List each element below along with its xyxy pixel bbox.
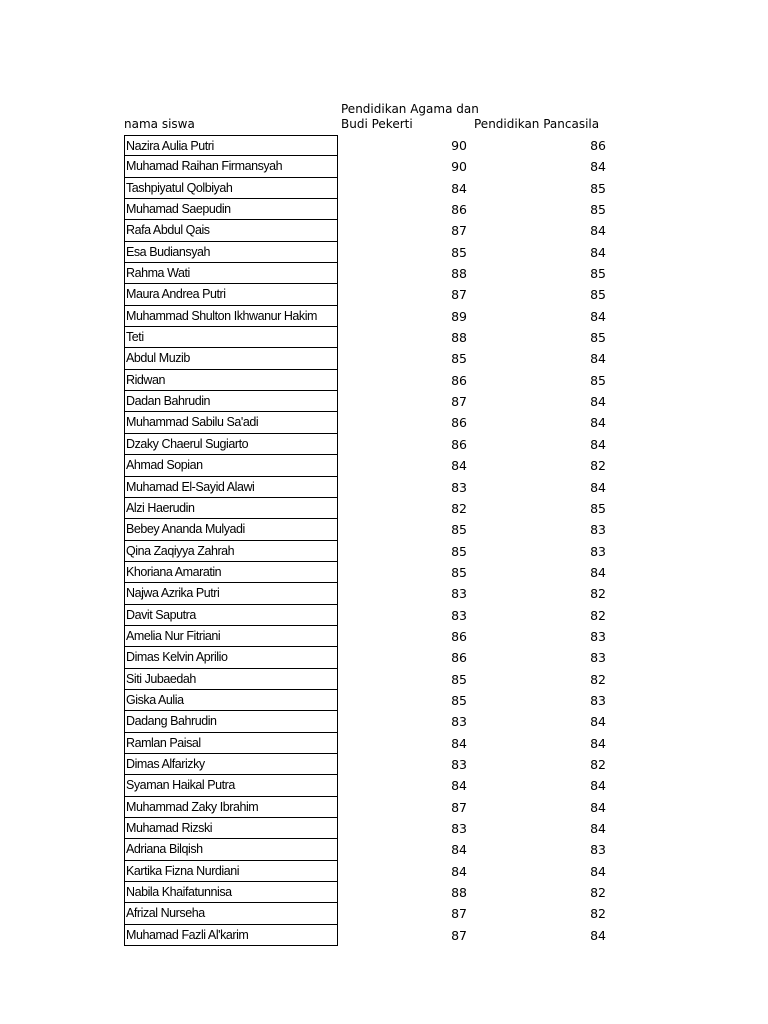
- agama-score-cell[interactable]: 86: [451, 436, 467, 452]
- table-row: [124, 220, 624, 241]
- agama-score-cell[interactable]: 85: [451, 671, 467, 687]
- table-row: [124, 626, 624, 647]
- table-row: [124, 242, 624, 263]
- agama-score-cell[interactable]: 83: [451, 714, 467, 730]
- agama-score-cell[interactable]: 90: [451, 138, 467, 153]
- pancasila-score-cell[interactable]: 85: [590, 266, 606, 282]
- pancasila-score-cell[interactable]: 84: [590, 351, 606, 367]
- student-name-cell[interactable]: Khoriana Amaratin: [124, 562, 338, 583]
- pancasila-score-cell[interactable]: 84: [590, 479, 606, 495]
- student-name-cell[interactable]: Muhammad Zaky Ibrahim: [124, 797, 338, 818]
- pancasila-score-cell[interactable]: 85: [590, 287, 606, 303]
- agama-score-cell[interactable]: 88: [451, 885, 467, 901]
- student-name-cell[interactable]: Muhamad Rizski: [124, 818, 338, 839]
- pancasila-score-cell[interactable]: 82: [590, 458, 606, 474]
- table-row: [124, 711, 624, 732]
- agama-score-cell[interactable]: 83: [451, 821, 467, 836]
- student-name-cell[interactable]: Dimas Alfarizky: [124, 754, 338, 775]
- agama-score-cell[interactable]: 88: [451, 266, 467, 282]
- table-row: [124, 818, 624, 839]
- pancasila-score-cell[interactable]: 84: [590, 821, 606, 836]
- table-row: [124, 882, 624, 903]
- student-name-cell[interactable]: Najwa Azrika Putri: [124, 583, 338, 604]
- student-name-cell[interactable]: Amelia Nur Fitriani: [124, 626, 338, 647]
- table-row: [124, 284, 624, 305]
- table-row: [124, 861, 624, 882]
- table-row: [124, 775, 624, 796]
- table-row: [124, 925, 624, 946]
- header-pendidikan-pancasila: Pendidikan Pancasila: [474, 117, 600, 131]
- pancasila-score-cell[interactable]: 84: [590, 308, 606, 324]
- agama-score-cell[interactable]: 87: [451, 394, 467, 410]
- agama-score-cell[interactable]: 86: [451, 415, 467, 431]
- student-name-cell[interactable]: Maura Andrea Putri: [124, 284, 338, 305]
- table-row: [124, 477, 624, 498]
- table-row: [124, 669, 624, 690]
- table-row: [124, 797, 624, 818]
- table-row: [124, 647, 624, 668]
- pancasila-score-cell[interactable]: 84: [590, 415, 606, 431]
- table-row: [124, 733, 624, 754]
- student-name-cell[interactable]: Muhammad Sabilu Sa'adi: [124, 412, 338, 433]
- pancasila-score-cell[interactable]: 84: [590, 799, 606, 815]
- pancasila-score-cell[interactable]: 83: [590, 522, 606, 538]
- student-name-cell[interactable]: Muhamad Fazli Al'karim: [124, 925, 338, 946]
- student-name-cell[interactable]: Nazira Aulia Putri: [124, 135, 338, 156]
- pancasila-score-cell[interactable]: 86: [590, 138, 606, 153]
- agama-score-cell[interactable]: 85: [451, 543, 467, 559]
- student-name-cell[interactable]: Siti Jubaedah: [124, 669, 338, 690]
- agama-score-cell[interactable]: 90: [451, 159, 467, 175]
- agama-score-cell[interactable]: 88: [451, 330, 467, 346]
- pancasila-score-cell[interactable]: 83: [590, 628, 606, 644]
- agama-score-cell[interactable]: 87: [451, 799, 467, 815]
- agama-score-cell[interactable]: 87: [451, 287, 467, 303]
- pancasila-score-cell[interactable]: 82: [590, 586, 606, 602]
- pancasila-score-cell[interactable]: 83: [590, 692, 606, 708]
- agama-score-cell[interactable]: 83: [451, 756, 467, 772]
- agama-score-cell[interactable]: 85: [451, 522, 467, 538]
- table-row: [124, 498, 624, 519]
- agama-score-cell[interactable]: 86: [451, 372, 467, 388]
- student-name-cell[interactable]: Davit Saputra: [124, 605, 338, 626]
- student-name-cell[interactable]: Rafa Abdul Qais: [124, 220, 338, 241]
- pancasila-score-cell[interactable]: 84: [590, 927, 606, 943]
- pancasila-score-cell[interactable]: 84: [590, 436, 606, 452]
- table-row: [124, 690, 624, 711]
- table-row: [124, 412, 624, 433]
- agama-score-cell[interactable]: 84: [451, 458, 467, 474]
- student-name-cell[interactable]: Syaman Haikal Putra: [124, 775, 338, 796]
- agama-score-cell[interactable]: 83: [451, 607, 467, 623]
- table-row: [124, 434, 624, 455]
- agama-score-cell[interactable]: 87: [451, 927, 467, 943]
- pancasila-score-cell[interactable]: 85: [590, 330, 606, 346]
- student-name-cell[interactable]: Bebey Ananda Mulyadi: [124, 519, 338, 540]
- pancasila-score-cell[interactable]: 82: [590, 756, 606, 772]
- student-name-cell[interactable]: Adriana Bilqish: [124, 839, 338, 860]
- agama-score-cell[interactable]: 85: [451, 692, 467, 708]
- student-name-cell[interactable]: Muhamad Raihan Firmansyah: [124, 156, 338, 177]
- pancasila-score-cell[interactable]: 83: [590, 842, 606, 858]
- student-name-cell[interactable]: Tashpiyatul Qolbiyah: [124, 178, 338, 199]
- table-row: [124, 455, 624, 476]
- table-row: [124, 754, 624, 775]
- agama-score-cell[interactable]: 86: [451, 628, 467, 644]
- agama-score-cell[interactable]: 87: [451, 906, 467, 922]
- student-table: [124, 135, 624, 946]
- table-row: [124, 583, 624, 604]
- header-pendidikan-agama: Pendidikan Agama dan Budi Pekerti: [341, 102, 479, 131]
- header-nama-siswa: nama siswa: [124, 117, 195, 131]
- pancasila-score-cell[interactable]: 82: [590, 906, 606, 922]
- table-row: [124, 306, 624, 327]
- agama-score-cell[interactable]: 89: [451, 308, 467, 324]
- pancasila-score-cell[interactable]: 84: [590, 735, 606, 751]
- pancasila-score-cell[interactable]: 82: [590, 885, 606, 901]
- table-row: [124, 541, 624, 562]
- student-name-cell[interactable]: Ridwan: [124, 370, 338, 391]
- student-name-cell[interactable]: Dimas Kelvin Aprilio: [124, 647, 338, 668]
- pancasila-score-cell[interactable]: 84: [590, 778, 606, 794]
- student-name-cell[interactable]: Nabila Khaifatunnisa: [124, 882, 338, 903]
- table-row: [124, 263, 624, 284]
- student-name-cell[interactable]: Muhamad Saepudin: [124, 199, 338, 220]
- table-row: [124, 327, 624, 348]
- table-row: [124, 156, 624, 177]
- agama-score-cell[interactable]: 83: [451, 586, 467, 602]
- student-name-cell[interactable]: Teti: [124, 327, 338, 348]
- table-row: [124, 839, 624, 860]
- student-name-cell[interactable]: Esa Budiansyah: [124, 242, 338, 263]
- student-name-cell[interactable]: Kartika Fizna Nurdiani: [124, 861, 338, 882]
- table-row: [124, 178, 624, 199]
- table-row: [124, 605, 624, 626]
- table-row: [124, 903, 624, 924]
- agama-score-cell[interactable]: 84: [451, 863, 467, 879]
- table-row: [124, 370, 624, 391]
- pancasila-score-cell[interactable]: 85: [590, 500, 606, 516]
- pancasila-score-cell[interactable]: 82: [590, 607, 606, 623]
- agama-score-cell[interactable]: 87: [451, 223, 467, 239]
- pancasila-score-cell[interactable]: 85: [590, 202, 606, 218]
- student-name-cell[interactable]: Abdul Muzib: [124, 348, 338, 369]
- pancasila-score-cell[interactable]: 84: [590, 863, 606, 879]
- table-row: [124, 199, 624, 220]
- table-row: [124, 562, 624, 583]
- agama-score-cell[interactable]: 83: [451, 479, 467, 495]
- pancasila-score-cell[interactable]: 82: [590, 671, 606, 687]
- header-row: [124, 100, 624, 134]
- pancasila-score-cell[interactable]: 84: [590, 223, 606, 239]
- student-name-cell[interactable]: Dadang Bahrudin: [124, 711, 338, 732]
- agama-score-cell[interactable]: 84: [451, 778, 467, 794]
- pancasila-score-cell[interactable]: 84: [590, 159, 606, 175]
- agama-score-cell[interactable]: 84: [451, 842, 467, 858]
- student-name-cell[interactable]: Muhamad El-Sayid Alawi: [124, 477, 338, 498]
- agama-score-cell[interactable]: 85: [451, 564, 467, 580]
- agama-score-cell[interactable]: 85: [451, 244, 467, 260]
- agama-score-cell[interactable]: 84: [451, 180, 467, 196]
- student-name-cell[interactable]: Ramlan Paisal: [124, 733, 338, 754]
- agama-score-cell[interactable]: 84: [451, 735, 467, 751]
- student-name-cell[interactable]: Dzaky Chaerul Sugiarto: [124, 434, 338, 455]
- student-name-cell[interactable]: Muhammad Shulton Ikhwanur Hakim: [124, 306, 338, 327]
- student-name-cell[interactable]: Rahma Wati: [124, 263, 338, 284]
- pancasila-score-cell[interactable]: 83: [590, 543, 606, 559]
- table-row: [124, 348, 624, 369]
- table-row: [124, 135, 624, 156]
- agama-score-cell[interactable]: 86: [451, 202, 467, 218]
- student-name-cell[interactable]: Ahmad Sopian: [124, 455, 338, 476]
- table-row: [124, 519, 624, 540]
- pancasila-score-cell[interactable]: 84: [590, 244, 606, 260]
- student-name-cell[interactable]: Giska Aulia: [124, 690, 338, 711]
- pancasila-score-cell[interactable]: 83: [590, 650, 606, 666]
- student-name-cell[interactable]: Alzi Haerudin: [124, 498, 338, 519]
- pancasila-score-cell[interactable]: 85: [590, 180, 606, 196]
- student-name-cell[interactable]: Qina Zaqiyya Zahrah: [124, 541, 338, 562]
- pancasila-score-cell[interactable]: 84: [590, 394, 606, 410]
- agama-score-cell[interactable]: 82: [451, 500, 467, 516]
- table-row: [124, 391, 624, 412]
- student-name-cell[interactable]: Afrizal Nurseha: [124, 903, 338, 924]
- pancasila-score-cell[interactable]: 84: [590, 714, 606, 730]
- pancasila-score-cell[interactable]: 85: [590, 372, 606, 388]
- agama-score-cell[interactable]: 85: [451, 351, 467, 367]
- pancasila-score-cell[interactable]: 84: [590, 564, 606, 580]
- agama-score-cell[interactable]: 86: [451, 650, 467, 666]
- student-name-cell[interactable]: Dadan Bahrudin: [124, 391, 338, 412]
